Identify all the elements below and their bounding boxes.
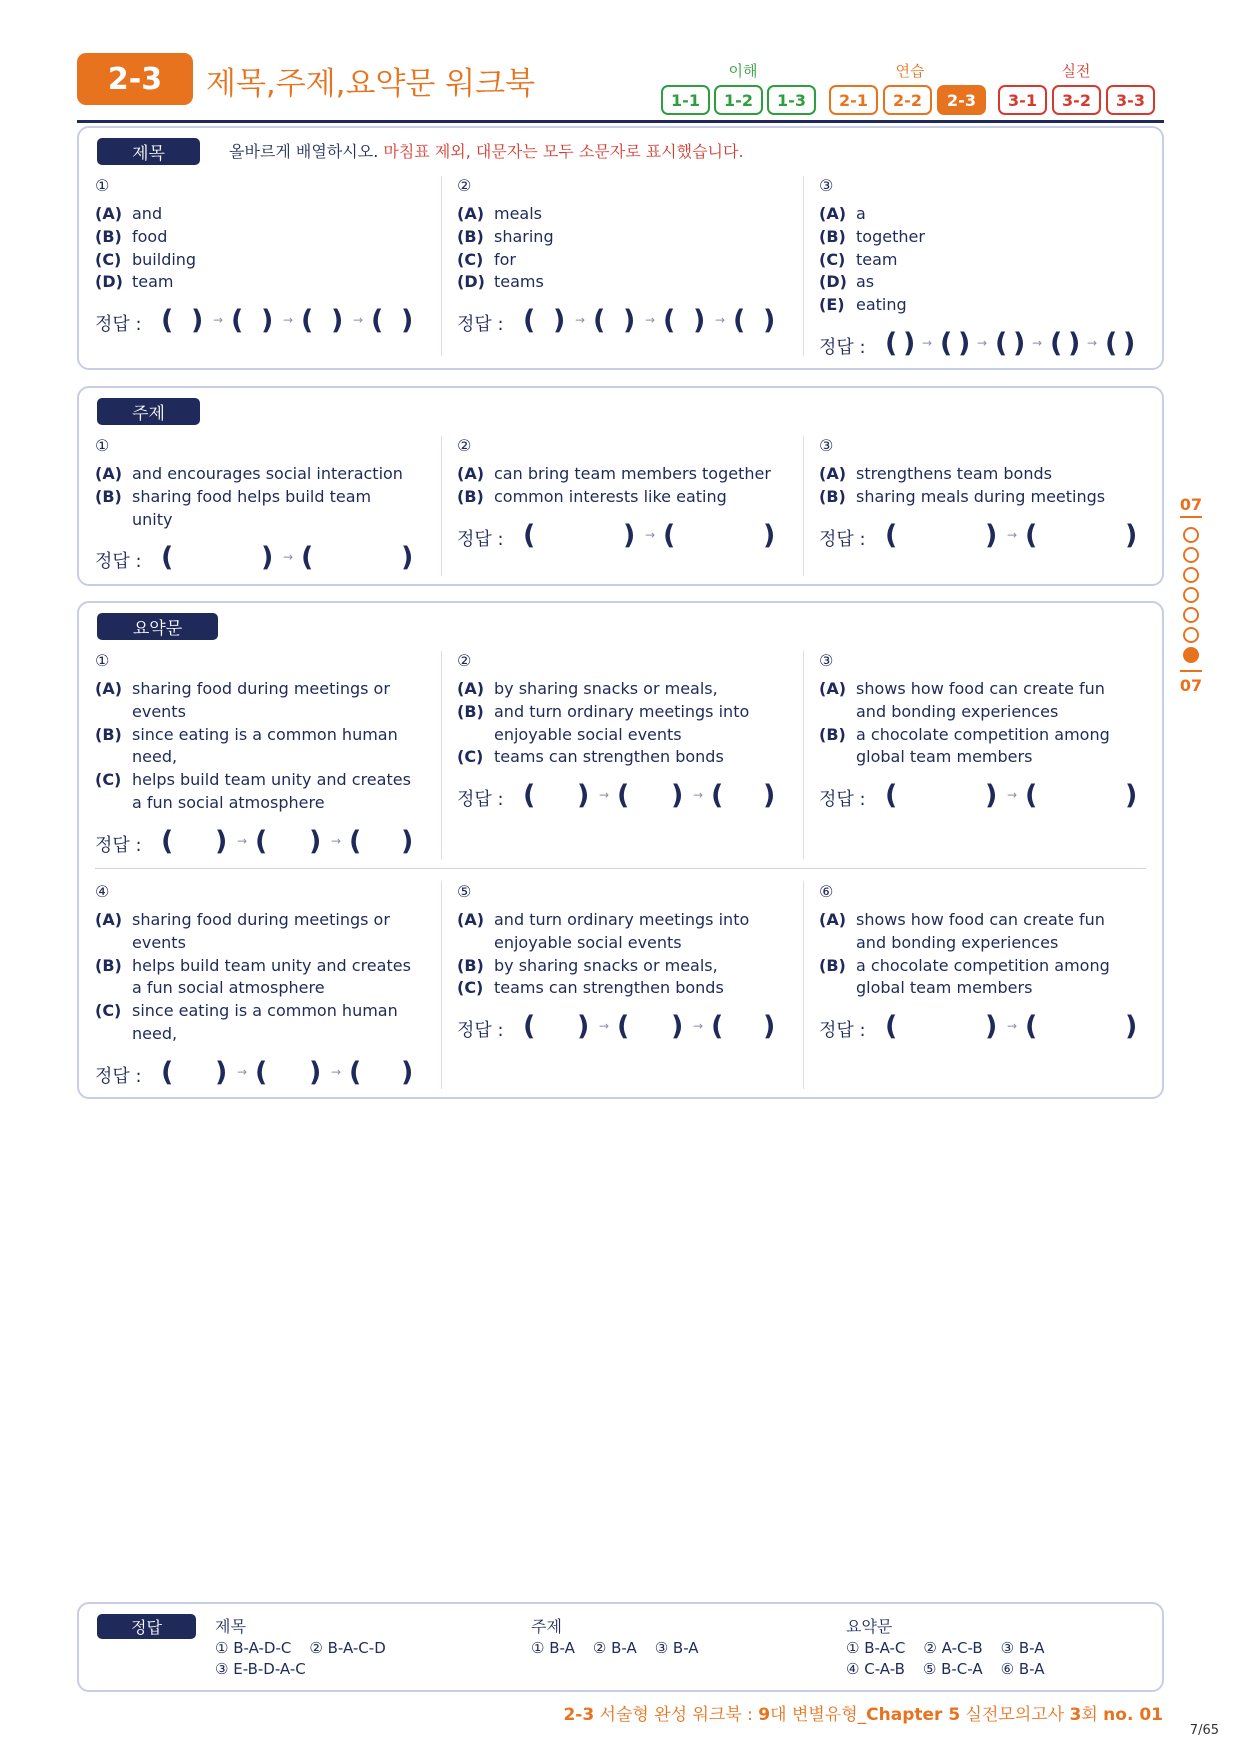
option-text: common interests like eating — [494, 486, 727, 506]
option-text: sharing food during meetings or events — [132, 910, 390, 952]
option-b — [95, 486, 415, 532]
answer-blank-row[interactable]: 정답 : ( ) → ( ) — [819, 1011, 1138, 1043]
page-dot[interactable] — [1183, 527, 1199, 543]
answer-key-heading: 제목 — [215, 1617, 246, 1636]
question-number: ① — [95, 651, 110, 670]
option-text: shows how food can create fun and bonding experiences — [856, 910, 1105, 952]
question-number: ③ — [819, 651, 834, 670]
tab-1-3[interactable]: 1-3 — [767, 85, 816, 115]
question-number: ⑤ — [457, 882, 472, 901]
side-divider — [1180, 670, 1202, 672]
answer-key-title — [215, 1616, 404, 1680]
option-label: (A) — [457, 464, 485, 483]
option-b — [95, 955, 415, 1001]
option-text: meals — [494, 204, 543, 223]
question-number: ① — [95, 436, 110, 455]
section-label-topic: 주제 — [97, 398, 200, 425]
option-text: by sharing snacks or meals, — [494, 955, 718, 975]
instruction-note: 마침표 제외, 대문자는 모두 소문자로 표시했습니다. — [383, 142, 744, 161]
tab-3-2[interactable]: 3-2 — [1052, 85, 1101, 115]
option-label: (D) — [819, 272, 847, 292]
option-text: teams can strengthen bonds — [494, 978, 724, 998]
page-dot[interactable] — [1183, 567, 1199, 583]
answer-key-item: ⑤ B-C-A — [922, 1660, 983, 1678]
answer-label: 정답 : — [457, 528, 504, 550]
answer-label: 정답 : — [95, 1065, 142, 1087]
option-label: (B) — [95, 226, 122, 246]
option-text: can bring team members together — [494, 464, 771, 483]
option-text: and turn ordinary meetings into enjoyable social events — [494, 701, 750, 744]
option-text: a chocolate competition among global team members — [856, 724, 1110, 767]
option-text: since eating is a common human need, — [132, 1001, 398, 1043]
option-a — [457, 463, 777, 486]
answer-label: 정답 : — [95, 834, 142, 856]
option-label: (A) — [457, 679, 485, 698]
answer-label: 정답 : — [95, 551, 142, 573]
answer-key-item: ② B-A — [592, 1639, 637, 1657]
option-a — [457, 909, 777, 955]
side-page-number-top: 07 — [1179, 495, 1203, 514]
title-panel — [77, 126, 1164, 370]
option-b — [819, 955, 1139, 1001]
answer-blank-row[interactable]: 정답 : ( ) → ( ) — [819, 519, 1138, 551]
option-text: sharing — [494, 226, 554, 246]
column-divider — [441, 651, 442, 859]
answer-key-summary — [846, 1616, 1062, 1680]
option-label: (A) — [819, 679, 847, 698]
answer-key-item: ③ E-B-D-A-C — [215, 1660, 306, 1678]
summary-question-6 — [819, 882, 1139, 1048]
page-title: 제목,주제,요약문 워크북 — [206, 66, 536, 102]
option-label: (A) — [95, 910, 123, 929]
option-a — [95, 909, 415, 955]
option-label: (B) — [819, 724, 846, 744]
option-text: a chocolate competition among global team members — [856, 955, 1110, 998]
option-d — [819, 271, 1139, 294]
option-b — [819, 724, 1139, 770]
footer-text: 서술형 완성 워크북 : — [594, 1705, 759, 1725]
answer-label: 정답 : — [819, 336, 866, 358]
footer-text: 실전모의고사 — [960, 1705, 1070, 1725]
option-b — [457, 701, 777, 747]
option-text: helps build team unity and creates a fun social atmosphere — [132, 770, 411, 812]
side-divider — [1180, 516, 1202, 518]
answer-key-item: ⑥ B-A — [1000, 1660, 1045, 1678]
tab-1-1[interactable]: 1-1 — [661, 85, 710, 115]
option-c — [95, 1000, 415, 1046]
answer-label: 정답 : — [819, 1020, 866, 1042]
option-label: (C) — [457, 978, 484, 998]
option-label: (B) — [457, 955, 484, 975]
option-label: (C) — [95, 1001, 122, 1021]
answer-key-item: ② B-A-C-D — [309, 1639, 386, 1657]
answer-key-item: ④ C-A-B — [846, 1660, 905, 1678]
summary-question-4 — [95, 882, 415, 1094]
footer-bold: 9 — [758, 1705, 771, 1725]
option-label: (D) — [457, 272, 485, 292]
answer-label: 정답 : — [457, 314, 504, 336]
page-dot[interactable] — [1183, 607, 1199, 623]
summary-question-1 — [95, 651, 415, 863]
group-label-real: 실전 — [1061, 62, 1091, 80]
answer-key-heading: 요약문 — [846, 1617, 893, 1636]
answer-key-topic — [531, 1616, 717, 1659]
option-text: shows how food can create fun and bonding experiences — [856, 679, 1105, 721]
question-number: ④ — [95, 882, 110, 901]
page-dot[interactable] — [1183, 587, 1199, 603]
topic-panel — [77, 386, 1164, 586]
answer-key-label: 정답 — [97, 1614, 196, 1639]
answer-key-item: ① B-A-C — [846, 1639, 906, 1657]
option-c — [457, 249, 777, 272]
page-dot[interactable] — [1183, 627, 1199, 643]
tab-3-1[interactable]: 3-1 — [998, 85, 1047, 115]
option-a — [95, 463, 415, 486]
option-text: teams can strengthen bonds — [494, 747, 724, 767]
option-a — [457, 678, 777, 701]
group-label-practice: 연습 — [895, 62, 925, 80]
option-a — [819, 678, 1139, 724]
footer-caption — [563, 1700, 1163, 1725]
question-number: ② — [457, 651, 472, 670]
option-label: (A) — [95, 464, 123, 483]
answer-blank-row[interactable]: 정답 : ( ) → ( ) — [457, 519, 776, 551]
answer-key-heading: 주제 — [531, 1617, 562, 1636]
option-label: (A) — [819, 204, 847, 223]
column-divider — [441, 881, 442, 1089]
option-label: (C) — [457, 747, 484, 767]
page-dot-current[interactable] — [1183, 647, 1199, 663]
footer-text: 회 — [1081, 1705, 1104, 1725]
footer-bold: no. 01 — [1103, 1705, 1163, 1725]
option-label: (B) — [457, 486, 484, 506]
answer-blank-row[interactable]: 정답 : ( ) → ( ) → ( ) → ( ) — [95, 305, 414, 337]
title-question-3 — [819, 176, 1139, 365]
option-text: food — [132, 226, 168, 246]
summary-question-2 — [457, 651, 777, 817]
tab-1-2[interactable]: 1-2 — [714, 85, 763, 115]
option-label: (A) — [457, 910, 485, 929]
option-label: (C) — [95, 770, 122, 790]
question-number: ⑥ — [819, 882, 834, 901]
footer-text: 대 변별유형_ — [770, 1705, 867, 1725]
instruction-text: 올바르게 배열하시오. — [229, 142, 379, 161]
option-d — [95, 271, 415, 294]
tab-3-3[interactable]: 3-3 — [1106, 85, 1155, 115]
answer-blank-row[interactable]: 정답 : ( ) → ( ) → ( ) — [457, 1011, 776, 1043]
option-label: (A) — [95, 204, 123, 223]
answer-blank-row[interactable]: 정답 : ( ) → ( ) → ( ) — [95, 825, 414, 857]
question-number: ③ — [819, 176, 834, 195]
option-b — [457, 955, 777, 978]
answer-blank-row[interactable]: 정답 : ( ) → ( ) → ( ) → ( ) — [457, 305, 776, 337]
column-divider — [441, 176, 442, 356]
option-text: eating — [856, 295, 907, 315]
option-text: a — [856, 204, 866, 223]
option-text: sharing meals during meetings — [856, 486, 1106, 506]
answer-label: 정답 : — [819, 789, 866, 811]
row-divider — [95, 868, 1146, 869]
option-d — [457, 271, 777, 294]
question-number: ② — [457, 436, 472, 455]
option-text: team — [856, 249, 898, 269]
topic-question-3 — [819, 436, 1139, 557]
group-label-understand: 이해 — [728, 62, 758, 80]
answer-blank-row[interactable]: 정답 : ( ) → ( ) — [95, 542, 414, 574]
option-b — [95, 226, 415, 249]
instruction — [229, 139, 744, 162]
option-label: (B) — [457, 226, 484, 246]
option-b — [457, 486, 777, 509]
option-label: (A) — [819, 910, 847, 929]
option-text: teams — [494, 272, 544, 292]
option-b — [819, 486, 1139, 509]
option-label: (B) — [819, 226, 846, 246]
footer-code: 2-3 — [563, 1705, 595, 1725]
column-divider — [441, 436, 442, 576]
option-label: (D) — [95, 272, 123, 292]
topic-question-1 — [95, 436, 415, 579]
option-label: (B) — [95, 955, 122, 975]
option-c — [819, 249, 1139, 272]
title-question-2 — [457, 176, 777, 342]
answer-label: 정답 : — [457, 1020, 504, 1042]
option-c — [95, 249, 415, 272]
topic-question-2 — [457, 436, 777, 557]
page-dot[interactable] — [1183, 547, 1199, 563]
option-a — [457, 203, 777, 226]
option-text: strengthens team bonds — [856, 464, 1052, 483]
footer-bold: Chapter 5 — [866, 1705, 961, 1725]
option-c — [95, 769, 415, 815]
option-text: sharing food during meetings or events — [132, 679, 390, 721]
answer-label: 정답 : — [819, 528, 866, 550]
option-b — [457, 226, 777, 249]
option-label: (A) — [819, 464, 847, 483]
summary-panel — [77, 601, 1164, 1099]
answer-blank-row[interactable]: 정답 : ( ) → ( ) — [819, 780, 1138, 812]
answer-blank-row[interactable]: 정답 : ( ) → ( ) → ( ) — [95, 1056, 414, 1088]
option-label: (B) — [819, 486, 846, 506]
option-a — [819, 203, 1139, 226]
option-c — [457, 746, 777, 769]
page-number: 7/65 — [1189, 1723, 1219, 1738]
option-label: (E) — [819, 295, 845, 315]
option-c — [457, 977, 777, 1000]
option-label: (C) — [95, 249, 122, 269]
title-question-1 — [95, 176, 415, 342]
answer-key-item: ③ B-A — [1000, 1639, 1045, 1657]
option-a — [95, 678, 415, 724]
option-text: since eating is a common human need, — [132, 724, 398, 767]
tab-2-2[interactable]: 2-2 — [883, 85, 932, 115]
option-label: (C) — [457, 249, 484, 269]
option-text: and encourages social interaction — [132, 464, 403, 483]
option-label: (C) — [819, 249, 846, 269]
option-text: helps build team unity and creates a fun social atmosphere — [132, 955, 411, 998]
option-text: for — [494, 249, 516, 269]
option-label: (A) — [95, 679, 123, 698]
column-divider — [803, 651, 804, 859]
answer-key-item: ② A-C-B — [923, 1639, 983, 1657]
question-number: ① — [95, 176, 110, 195]
section-badge: 2-3 — [77, 53, 193, 105]
option-label: (B) — [819, 955, 846, 975]
option-text: by sharing snacks or meals, — [494, 679, 718, 698]
answer-blank-row[interactable]: 정답 : ( ) → ( ) → ( ) → ( ) → ( ) — [819, 327, 1136, 359]
option-text: and turn ordinary meetings into enjoyable social events — [494, 910, 750, 952]
tab-2-1[interactable]: 2-1 — [829, 85, 878, 115]
column-divider — [803, 436, 804, 576]
question-number: ② — [457, 176, 472, 195]
section-label-title: 제목 — [97, 138, 200, 165]
answer-key-box — [77, 1602, 1164, 1692]
column-divider — [803, 176, 804, 356]
option-b — [95, 724, 415, 770]
answer-label: 정답 : — [457, 789, 504, 811]
option-a — [819, 909, 1139, 955]
answer-label: 정답 : — [95, 314, 142, 336]
option-label: (B) — [95, 724, 122, 744]
option-text: and — [132, 204, 163, 223]
option-text: sharing food helps build team unity — [132, 486, 372, 529]
answer-key-item: ③ B-A — [654, 1639, 699, 1657]
option-text: team — [132, 272, 174, 292]
option-a — [819, 463, 1139, 486]
answer-key-item: ① B-A — [531, 1639, 575, 1657]
option-label: (B) — [457, 701, 484, 721]
option-e — [819, 294, 1139, 317]
question-number: ③ — [819, 436, 834, 455]
footer-bold: 3 — [1069, 1705, 1082, 1725]
option-text: building — [132, 249, 197, 269]
section-label-summary: 요약문 — [97, 613, 218, 640]
option-a — [95, 203, 415, 226]
answer-blank-row[interactable]: 정답 : ( ) → ( ) → ( ) — [457, 780, 776, 812]
side-page-number-bottom: 07 — [1179, 676, 1203, 695]
option-label: (A) — [457, 204, 485, 223]
column-divider — [803, 881, 804, 1089]
summary-question-3 — [819, 651, 1139, 817]
answer-key-item: ① B-A-D-C — [215, 1639, 292, 1657]
option-text: together — [856, 226, 925, 246]
header-divider — [77, 120, 1164, 123]
summary-question-5 — [457, 882, 777, 1048]
option-text: as — [856, 272, 875, 292]
option-b — [819, 226, 1139, 249]
tab-2-3[interactable]: 2-3 — [937, 85, 986, 115]
option-label: (B) — [95, 486, 122, 506]
